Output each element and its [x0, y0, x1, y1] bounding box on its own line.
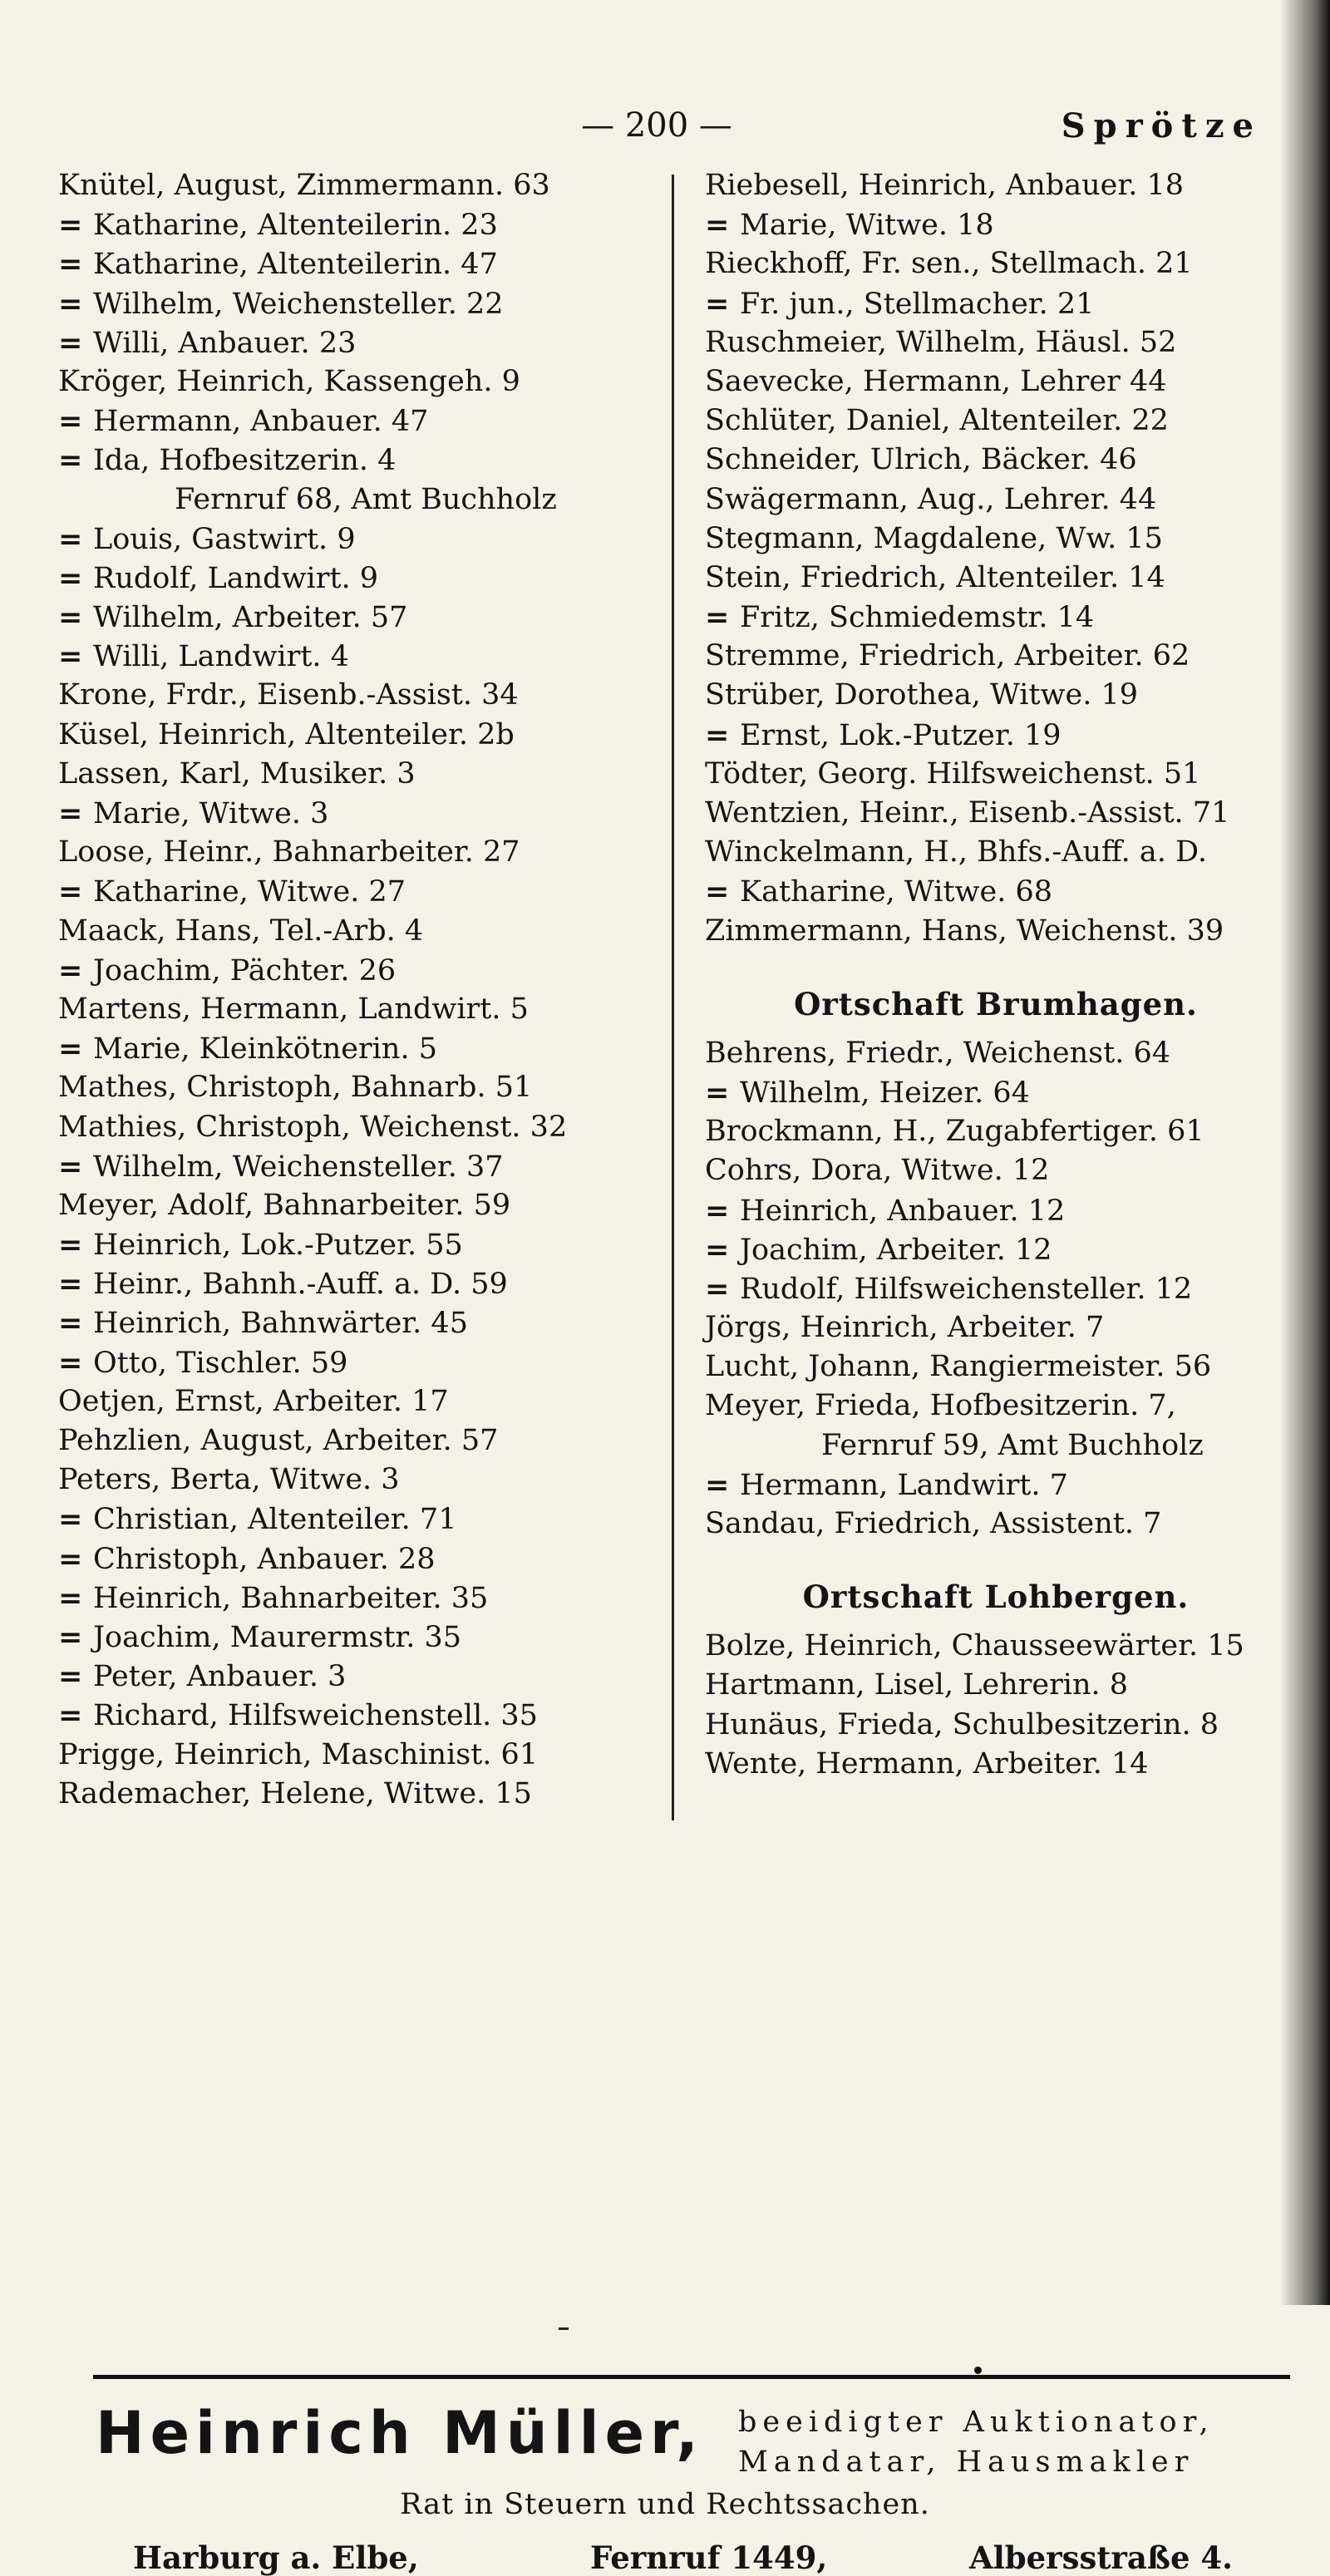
- entry-text: Winckelmann, H., Bhfs.-Auff. a. D.: [705, 835, 1207, 869]
- entry-text: Heinr., Bahnh.-Auff. a. D. 59: [93, 1268, 508, 1302]
- advertiser-city: Harburg a. Elbe,: [133, 2539, 419, 2576]
- entry-text: Katharine, Witwe. 68: [740, 875, 1052, 909]
- directory-entry: [58, 598, 657, 637]
- entry-text: Wilhelm, Heizer. 64: [740, 1076, 1030, 1110]
- directory-entry: [705, 244, 1287, 283]
- directory-entry: [58, 1696, 657, 1735]
- entry-text: Zimmermann, Hans, Weichenst. 39: [705, 914, 1224, 948]
- directory-entry: [705, 323, 1287, 362]
- left-entry-list: [58, 166, 657, 1814]
- directory-entry: [58, 872, 657, 911]
- directory-entry: [705, 794, 1287, 833]
- entry-text: Meyer, Adolf, Bahnarbeiter. 59: [58, 1188, 511, 1222]
- entry-text: Rieckhoff, Fr. sen., Stellmach. 21: [705, 247, 1193, 281]
- entry-text: Martens, Hermann, Landwirt. 5: [58, 992, 529, 1026]
- directory-entry: [705, 166, 1287, 205]
- directory-entry: [58, 1618, 657, 1657]
- entry-text: Heinrich, Bahnwärter. 45: [93, 1307, 468, 1341]
- directory-entry: [705, 520, 1287, 559]
- brumhagen-entry-list: [705, 1034, 1287, 1544]
- entry-text: Peters, Berta, Witwe. 3: [58, 1463, 400, 1497]
- directory-entry: [705, 401, 1287, 441]
- entry-text: Fritz, Schmiedemstr. 14: [740, 601, 1095, 635]
- entry-text: Heinrich, Anbauer. 12: [740, 1194, 1066, 1228]
- directory-entry: [705, 1387, 1287, 1426]
- directory-entry: [705, 1706, 1287, 1745]
- entry-text: Rademacher, Helene, Witwe. 15: [58, 1776, 532, 1810]
- entry-text: Katharine, Altenteilerin. 23: [93, 209, 498, 243]
- directory-entry: [58, 520, 657, 559]
- directory-entry: [705, 441, 1287, 480]
- entry-text: Willi, Anbauer. 23: [93, 326, 357, 360]
- directory-entry: [705, 1034, 1287, 1073]
- entry-text: Fr. jun., Stellmacher. 21: [740, 287, 1095, 321]
- rule-dot: [974, 2367, 982, 2374]
- ditto-mark: =: [58, 325, 83, 360]
- ditto-mark: =: [58, 521, 83, 556]
- entry-text: Küsel, Heinrich, Altenteiler. 2b: [58, 717, 515, 751]
- entry-text: Mathies, Christoph, Weichenst. 32: [58, 1110, 568, 1144]
- directory-entry: [705, 559, 1287, 598]
- advertiser-street: Albersstraße 4.: [969, 2539, 1234, 2576]
- directory-entry: [58, 1147, 657, 1186]
- ditto-mark: =: [58, 953, 83, 988]
- ditto-mark: =: [705, 1232, 730, 1267]
- entry-text: Otto, Tischler. 59: [93, 1346, 348, 1380]
- entry-text: Ida, Hofbesitzerin. 4: [93, 444, 397, 478]
- directory-entry: [705, 1505, 1287, 1544]
- entry-text: Saevecke, Hermann, Lehrer 44: [705, 364, 1167, 398]
- entry-text: Rudolf, Landwirt. 9: [93, 561, 379, 595]
- ditto-mark: =: [58, 443, 83, 478]
- directory-entry: [58, 1264, 657, 1303]
- directory-entry: [58, 323, 657, 362]
- entry-text: Katharine, Witwe. 27: [93, 875, 406, 909]
- ditto-mark: =: [705, 1271, 730, 1306]
- entry-text: Meyer, Frieda, Hofbesitzerin. 7,: [705, 1389, 1176, 1423]
- ditto-mark: =: [705, 1193, 730, 1228]
- directory-entry: [58, 1460, 657, 1500]
- directory-entry: [705, 1151, 1287, 1190]
- directory-entry: [705, 598, 1287, 637]
- stray-mark: [559, 2327, 569, 2330]
- directory-entry: [705, 1112, 1287, 1151]
- entry-text: Ruschmeier, Wilhelm, Häusl. 52: [705, 325, 1177, 359]
- ditto-mark: =: [58, 560, 83, 595]
- ditto-mark: =: [58, 286, 83, 321]
- locality-heading-lohbergen: Ortschaft Lohbergen.: [802, 1579, 1190, 1616]
- directory-entry: [705, 676, 1287, 715]
- entry-text: Stremme, Friedrich, Arbeiter. 62: [705, 639, 1190, 673]
- ditto-mark: =: [705, 208, 730, 243]
- directory-entry: [58, 559, 657, 598]
- directory-entry: [58, 1775, 657, 1814]
- ditto-mark: =: [58, 639, 83, 674]
- directory-entry: [705, 1666, 1287, 1705]
- ditto-mark: =: [58, 1228, 83, 1263]
- ditto-mark: =: [705, 1075, 730, 1110]
- ditto-mark: =: [58, 208, 83, 243]
- ditto-mark: =: [58, 404, 83, 439]
- entry-text: Willi, Landwirt. 4: [93, 640, 349, 674]
- entry-text: Lassen, Karl, Musiker. 3: [58, 756, 416, 791]
- directory-entry: [705, 480, 1287, 520]
- ditto-mark: =: [705, 286, 730, 321]
- entry-text: Hartmann, Lisel, Lehrerin. 8: [705, 1668, 1129, 1702]
- lohbergen-entry-list: [705, 1627, 1287, 1784]
- directory-entry: [58, 284, 657, 323]
- ditto-mark: =: [58, 1541, 83, 1576]
- directory-entry: [705, 912, 1287, 951]
- advertiser-title-line1: beeidigter Auktionator,: [738, 2406, 1214, 2439]
- ditto-mark: =: [58, 1502, 83, 1537]
- directory-entry: [58, 205, 657, 244]
- entry-text: Oetjen, Ernst, Arbeiter. 17: [58, 1384, 449, 1418]
- entry-text: Lucht, Johann, Rangiermeister. 56: [705, 1350, 1212, 1384]
- entry-text: Hermann, Anbauer. 47: [93, 405, 429, 439]
- entry-text: Richard, Hilfsweichenstell. 35: [93, 1699, 538, 1733]
- entry-text: Loose, Heinr., Bahnarbeiter. 27: [58, 835, 520, 869]
- entry-text: Wentzien, Heinr., Eisenb.-Assist. 71: [705, 796, 1230, 830]
- entry-text: Joachim, Arbeiter. 12: [740, 1233, 1052, 1267]
- ditto-mark: =: [58, 874, 83, 909]
- directory-entry: [705, 284, 1287, 323]
- directory-entry: [58, 1579, 657, 1618]
- entry-text: Jörgs, Heinrich, Arbeiter. 7: [705, 1311, 1105, 1345]
- directory-entry: [705, 1191, 1287, 1230]
- directory-entry: [58, 1108, 657, 1147]
- entry-text: Wente, Hermann, Arbeiter. 14: [705, 1746, 1149, 1781]
- page-edge-shadow: [1280, 0, 1330, 2305]
- column-divider: [672, 175, 674, 1820]
- entry-text: Sandau, Friedrich, Assistent. 7: [705, 1507, 1162, 1540]
- directory-entry: [58, 755, 657, 794]
- ditto-mark: =: [705, 874, 730, 909]
- entry-text: Krone, Frdr., Eisenb.-Assist. 34: [58, 678, 519, 712]
- directory-entry: [58, 912, 657, 951]
- ditto-mark: =: [58, 1698, 83, 1733]
- entry-text: Knütel, August, Zimmermann. 63: [58, 169, 550, 202]
- ditto-mark: =: [58, 1580, 83, 1615]
- entry-text: Prigge, Heinrich, Maschinist. 61: [58, 1737, 539, 1771]
- directory-entry: [705, 637, 1287, 676]
- advertiser-name: Heinrich Müller,: [96, 2399, 704, 2467]
- directory-entry: [58, 1303, 657, 1342]
- directory-entry: [58, 676, 657, 715]
- directory-entry: [58, 1029, 657, 1068]
- directory-entry: [58, 362, 657, 401]
- entry-text: Marie, Witwe. 3: [93, 797, 329, 830]
- directory-entry: [58, 1343, 657, 1382]
- entry-text: Peter, Anbauer. 3: [93, 1660, 347, 1694]
- entry-text: Brockmann, H., Zugabfertiger. 61: [705, 1115, 1204, 1149]
- entry-text: Stegmann, Magdalene, Ww. 15: [705, 521, 1163, 555]
- advertiser-title-line2: Mandatar, Hausmakler: [738, 2445, 1195, 2479]
- ditto-mark: =: [705, 600, 730, 635]
- ditto-mark: =: [58, 1659, 83, 1694]
- directory-entry: [58, 716, 657, 755]
- ditto-mark: =: [58, 1267, 83, 1302]
- advertisement-rule: [93, 2375, 1290, 2379]
- directory-entry: [705, 872, 1287, 911]
- ditto-mark: =: [705, 717, 730, 752]
- directory-entry: [58, 1068, 657, 1107]
- entry-text: Heinrich, Lok.-Putzer. 55: [93, 1229, 463, 1263]
- entry-text: Tödter, Georg. Hilfsweichenst. 51: [705, 756, 1201, 791]
- entry-text: Wilhelm, Weichensteller. 22: [93, 287, 504, 321]
- entry-text: Bolze, Heinrich, Chausseewärter. 15: [705, 1629, 1244, 1663]
- directory-entry: [705, 1465, 1287, 1505]
- ditto-mark: =: [58, 796, 83, 830]
- ditto-mark: =: [58, 1149, 83, 1184]
- ditto-mark: =: [58, 1619, 83, 1654]
- directory-entry: [705, 1347, 1287, 1387]
- directory-entry: [58, 441, 657, 480]
- directory-entry: [705, 1627, 1287, 1666]
- entry-text: Cohrs, Dora, Witwe. 12: [705, 1154, 1050, 1188]
- entry-text: Marie, Witwe. 18: [740, 209, 994, 243]
- directory-entry: [705, 1269, 1287, 1308]
- locality-heading-brumhagen: Ortschaft Brumhagen.: [794, 985, 1198, 1022]
- entry-text: Christian, Altenteiler. 71: [93, 1503, 457, 1537]
- directory-entry: [58, 1500, 657, 1539]
- entry-text: Stein, Friedrich, Altenteiler. 14: [705, 560, 1165, 594]
- directory-entry: [58, 1382, 657, 1421]
- directory-entry: [58, 1657, 657, 1696]
- entry-text: Louis, Gastwirt. 9: [93, 522, 356, 556]
- entry-text: Wilhelm, Arbeiter. 57: [93, 601, 408, 635]
- entry-text: Fernruf 59, Amt Buchholz: [821, 1428, 1204, 1462]
- directory-entry: [58, 166, 657, 205]
- directory-entry: [58, 1421, 657, 1460]
- directory-entry: [58, 833, 657, 872]
- ditto-mark: =: [58, 1345, 83, 1380]
- entry-text: Ernst, Lok.-Putzer. 19: [740, 718, 1062, 752]
- entry-text: Christoph, Anbauer. 28: [93, 1542, 436, 1576]
- directory-entry: [705, 1230, 1287, 1269]
- entry-text: Heinrich, Bahnarbeiter. 35: [93, 1581, 489, 1615]
- directory-entry: [58, 1225, 657, 1264]
- right-entry-list: [705, 166, 1287, 951]
- directory-entry: [58, 1186, 657, 1225]
- ditto-mark: =: [58, 600, 83, 635]
- entry-text: Marie, Kleinkötnerin. 5: [93, 1032, 437, 1066]
- directory-entry: [705, 362, 1287, 401]
- directory-entry: [58, 794, 657, 833]
- directory-entry: [58, 1736, 657, 1775]
- entry-text: Fernruf 68, Amt Buchholz: [175, 482, 557, 516]
- directory-entry: [705, 716, 1287, 755]
- entry-text: Schneider, Ulrich, Bäcker. 46: [705, 443, 1137, 477]
- entry-text: Joachim, Maurermstr. 35: [93, 1620, 462, 1654]
- advertiser-phone: Fernruf 1449,: [590, 2539, 828, 2576]
- running-head: Sprötze: [1061, 106, 1262, 145]
- entry-text: Riebesell, Heinrich, Anbauer. 18: [705, 169, 1184, 202]
- entry-text: Maack, Hans, Tel.-Arb. 4: [58, 914, 424, 948]
- directory-entry: [58, 990, 657, 1029]
- directory-entry: [705, 755, 1287, 794]
- directory-entry: [58, 401, 657, 441]
- entry-text: Swägermann, Aug., Lehrer. 44: [705, 482, 1157, 516]
- directory-entry: [58, 1539, 657, 1579]
- directory-entry: [705, 1308, 1287, 1347]
- entry-text: Mathes, Christoph, Bahnarb. 51: [58, 1071, 533, 1105]
- ditto-mark: =: [705, 1467, 730, 1502]
- entry-text: Behrens, Friedr., Weichenst. 64: [705, 1036, 1170, 1070]
- page-number: — 200 —: [581, 106, 732, 145]
- entry-text: Kröger, Heinrich, Kassengeh. 9: [58, 364, 520, 398]
- directory-entry: [58, 951, 657, 990]
- directory-entry: [705, 205, 1287, 244]
- left-column: [58, 166, 657, 1814]
- ditto-mark: =: [58, 1032, 83, 1066]
- entry-text: Rudolf, Hilfsweichensteller. 12: [740, 1272, 1193, 1306]
- directory-entry: [58, 244, 657, 283]
- entry-text: Joachim, Pächter. 26: [93, 953, 397, 988]
- ditto-mark: =: [58, 247, 83, 282]
- directory-entry: [58, 637, 657, 676]
- ditto-mark: =: [58, 1306, 83, 1341]
- entry-text: Wilhelm, Weichensteller. 37: [93, 1150, 504, 1184]
- directory-entry: [705, 1745, 1287, 1784]
- right-column: [705, 166, 1287, 1784]
- entry-text: Katharine, Altenteilerin. 47: [93, 248, 498, 282]
- advertiser-services: Rat in Steuern und Rechtssachen.: [400, 2488, 930, 2521]
- directory-entry: [705, 1073, 1287, 1112]
- entry-text: Hermann, Landwirt. 7: [740, 1468, 1068, 1502]
- entry-text: Pehzlien, August, Arbeiter. 57: [58, 1424, 499, 1457]
- directory-entry: [705, 1426, 1287, 1465]
- directory-entry: [705, 833, 1287, 872]
- directory-entry: [58, 480, 657, 520]
- entry-text: Hunäus, Frieda, Schulbesitzerin. 8: [705, 1707, 1219, 1741]
- entry-text: Schlüter, Daniel, Altenteiler. 22: [705, 404, 1169, 438]
- entry-text: Strüber, Dorothea, Witwe. 19: [705, 678, 1139, 712]
